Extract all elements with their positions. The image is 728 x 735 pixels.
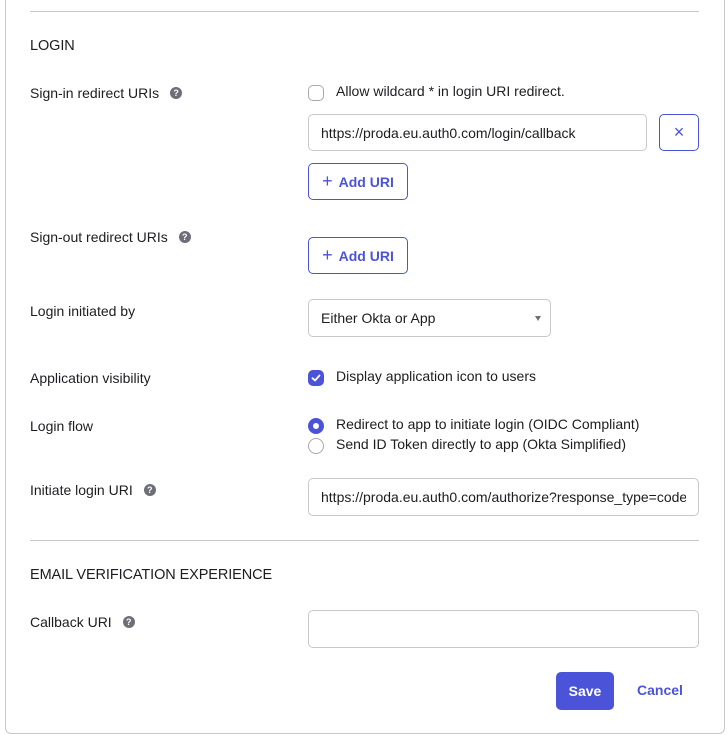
plus-icon: + bbox=[322, 244, 333, 265]
sign-in-uri-input[interactable] bbox=[308, 114, 647, 151]
add-sign-out-uri-button[interactable] bbox=[308, 237, 408, 274]
section-divider bbox=[30, 540, 699, 541]
help-icon[interactable]: ? bbox=[123, 616, 135, 628]
chevron-down-icon bbox=[535, 316, 541, 321]
initiate-login-uri-label-text: Initiate login URI bbox=[30, 482, 133, 498]
remove-uri-button[interactable] bbox=[659, 114, 699, 151]
sign-in-redirect-label-text: Sign-in redirect URIs bbox=[30, 85, 160, 101]
login-section-title: LOGIN bbox=[30, 38, 75, 54]
sign-in-redirect-label bbox=[30, 85, 182, 101]
add-sign-in-uri-button[interactable] bbox=[308, 163, 408, 200]
add-uri-label: Add URI bbox=[338, 173, 394, 190]
display-icon-checkbox[interactable] bbox=[308, 370, 324, 386]
help-icon[interactable]: ? bbox=[179, 231, 191, 243]
callback-uri-label-text: Callback URI bbox=[30, 614, 112, 630]
plus-icon: + bbox=[322, 170, 333, 191]
login-initiated-by-select[interactable] bbox=[308, 299, 551, 337]
help-icon[interactable]: ? bbox=[144, 484, 156, 496]
email-verification-section-title: EMAIL VERIFICATION EXPERIENCE bbox=[30, 567, 273, 583]
close-icon: × bbox=[673, 122, 685, 142]
cancel-button[interactable]: Cancel bbox=[637, 682, 683, 698]
top-divider bbox=[30, 11, 699, 12]
wildcard-label: Allow wildcard * in login URI redirect. bbox=[336, 83, 565, 99]
save-button[interactable]: Save bbox=[556, 672, 614, 710]
login-flow-label: Login flow bbox=[30, 418, 94, 434]
login-initiated-by-label: Login initiated by bbox=[30, 303, 136, 319]
login-flow-option-oidc: Redirect to app to initiate login (OIDC Compliant) bbox=[336, 416, 640, 432]
callback-uri-label bbox=[30, 614, 135, 630]
sign-out-redirect-label bbox=[30, 229, 191, 245]
login-flow-option-simplified: Send ID Token directly to app (Okta Simplified) bbox=[336, 436, 626, 452]
callback-uri-input[interactable] bbox=[308, 610, 699, 648]
login-flow-radio-oidc[interactable] bbox=[308, 418, 324, 434]
help-icon[interactable]: ? bbox=[170, 87, 182, 99]
display-icon-label: Display application icon to users bbox=[336, 368, 536, 384]
checkmark-icon bbox=[311, 373, 321, 383]
sign-out-redirect-label-text: Sign-out redirect URIs bbox=[30, 229, 168, 245]
add-uri-label: Add URI bbox=[338, 247, 394, 264]
initiate-login-uri-input[interactable] bbox=[308, 478, 699, 516]
app-visibility-label: Application visibility bbox=[30, 370, 151, 386]
login-flow-radio-simplified[interactable] bbox=[308, 438, 324, 454]
wildcard-checkbox[interactable] bbox=[308, 85, 324, 101]
login-initiated-by-value: Either Okta or App bbox=[321, 310, 436, 326]
initiate-login-uri-label bbox=[30, 482, 156, 498]
